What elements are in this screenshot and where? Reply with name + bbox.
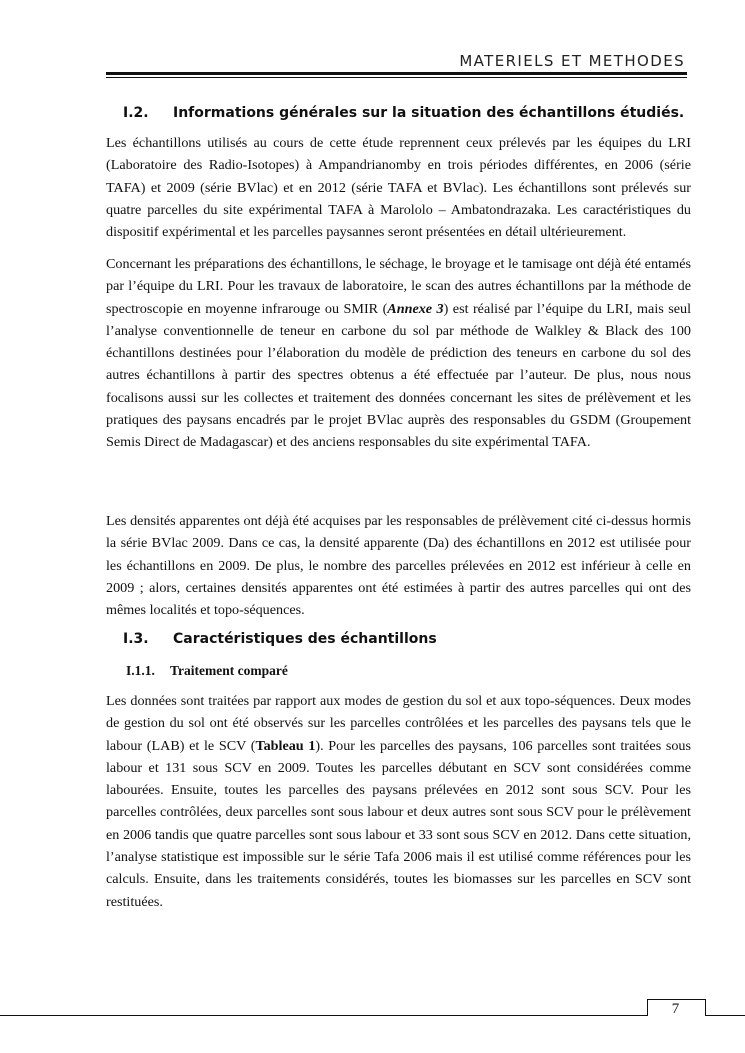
paragraph-text: Concernant les préparations des échantillons, le séchage, le broyage et le tamisage ont déjà été entamés par l’équipe du LRI. Pour les travaux de laboratoire, le scan des autres échantillons par la méthode de spectroscopie en moyenne infrarouge ou SMIR ( — [106, 256, 691, 317]
running-header-title: MATERIELS ET METHODES — [459, 52, 685, 70]
section-number: I.2. — [123, 105, 149, 121]
header-rule — [106, 72, 687, 75]
subsection-number: I.1.1. — [126, 663, 155, 678]
section-heading-i2 — [123, 105, 684, 121]
paragraph: Les densités apparentes ont déjà été acquises par les responsables de prélèvement cité ci-dessus hormis la série BVlac 2009. Dans ce cas, la densité apparente (Da) des échantillons en 2012 est utilisée pour les échantillons en 2009. De plus, le nombre des parcelles prélevées en 2012 est inférieur à celle en 2009 ; alors, certaines densités apparentes ont été estimées à partir des autres parcelles qui ont des mêmes localités et topo-séquences. — [106, 513, 691, 619]
section-title: Informations générales sur la situation des échantillons étudiés. — [173, 105, 685, 121]
paragraph-text: ) est réalisé par l’équipe du LRI, mais seul l’analyse conventionnelle de teneur en carbone du sol par méthode de Walkley & Black des 100 échantillons destinées pour l’élaboration du modèle de prédiction des teneurs en carbone du sol des autres échantillons à partir des spectres obtenus a été effectuée par l’auteur. De plus, nous nous focalisons aussi sur les collectes et traitement des données concernant les sites de prélèvement et les pratiques des paysans encadrés par le projet BVlac auprès des responsables du GSDM (Groupement Semis Direct de Madagascar) et des anciens responsables du site expérimental TAFA. — [106, 300, 692, 451]
subsection-title: Traitement comparé — [170, 663, 288, 678]
page-number: 7 — [671, 1001, 680, 1017]
paragraph-text: ). Pour les parcelles des paysans, 106 parcelles sont traitées sous labour et 131 sous SCV en 2009. Toutes les parcelles débutant en SCV sont considérées comme labourées. Ensuite, toutes les parcelles des paysans prélevées en 2012 sont sous SCV. Pour les parcelles contrôlées, deux parcelles sont sous labour et deux autres sont sous SCV pour le prélèvement en 2006 tandis que quatre parcelles sont sous labour et 33 sont sous SCV en 2012. Dans cette situation, l’analyse statistique est impossible sur le série Tafa 2006 mais il est utilisé comme références pour les calculs. Ensuite, dans les traitements considérés, toutes les biomasses sur les parcelles en SCV sont restituées. — [106, 737, 691, 910]
footer-rule — [0, 1015, 745, 1016]
paragraph — [106, 253, 691, 454]
paragraph-text: Les données sont traitées par rapport aux modes de gestion du sol et aux topo-séquences. Deux modes de gestion du sol ont été observés sur les parcelles contrôlées et les parcelles des paysans tels que le labour (LAB) et le SCV ( — [106, 693, 691, 754]
table-reference: Tableau 1 — [255, 737, 316, 754]
header-rule-thin — [106, 77, 687, 78]
annex-reference: Annexe 3 — [387, 300, 444, 317]
section-title: Caractéristiques des échantillons — [173, 631, 437, 647]
section-number: I.3. — [123, 631, 149, 647]
paragraph — [106, 690, 691, 913]
paragraph: Les échantillons utilisés au cours de cette étude reprennent ceux prélevés par les équipes du LRI (Laboratoire des Radio-Isotopes) à Ampandrianomby en trois périodes différentes, en 2006 (série TAFA) et 2009 (série BVlac) et en 2012 (série TAFA et BVlac). Les échantillons sont prélevés sur quatre parcelles du site expérimental TAFA à Marololo – Ambatondrazaka. Les caractéristiques du dispositif expérimental et les parcelles paysannes seront présentées en détail ultérieurement. — [106, 135, 691, 241]
subsection-heading-i11 — [126, 663, 288, 679]
section-heading-i3 — [123, 631, 437, 647]
